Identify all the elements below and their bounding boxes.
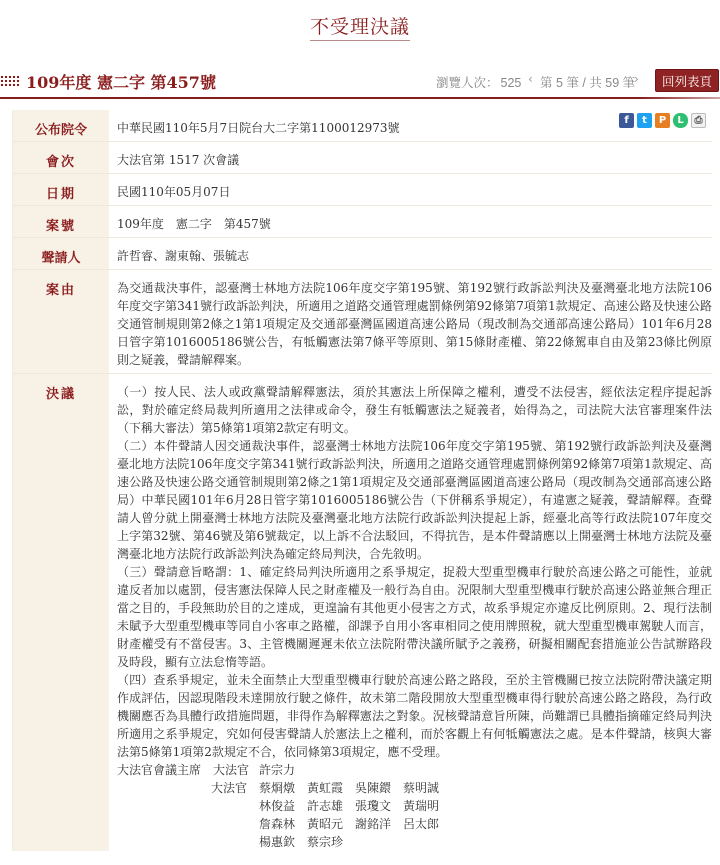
cause-cell bbox=[109, 270, 712, 373]
justice-name: 張瓊文 bbox=[355, 799, 392, 813]
facebook-icon[interactable]: f bbox=[619, 113, 634, 128]
publication-label: 公布院令 bbox=[13, 110, 109, 141]
signatories bbox=[117, 761, 712, 851]
justice-name: 蔡烱燉 bbox=[259, 781, 296, 795]
case-detail-table bbox=[12, 110, 712, 851]
justice-name: 黃虹霞 bbox=[307, 781, 344, 795]
row-petitioner bbox=[13, 238, 712, 270]
twitter-icon[interactable]: t bbox=[637, 113, 652, 128]
row-ruling bbox=[13, 374, 712, 851]
date-value: 民國110年05月07日 bbox=[117, 185, 231, 199]
justice-name: 黃昭元 bbox=[307, 817, 344, 831]
justice-name: 謝銘洋 bbox=[355, 817, 392, 831]
view-count bbox=[434, 73, 521, 91]
justice-name: 呂太郎 bbox=[403, 817, 440, 831]
row-cause bbox=[13, 270, 712, 374]
presiding-line bbox=[117, 761, 712, 779]
justices-line-2 bbox=[117, 797, 712, 815]
ruling-paragraph-2: （二）本件聲請人因交通裁決事件，認臺灣士林地方法院106年度交字第195號、第192號行政訴訟判決及臺灣臺北地方法院106年度交字第341號行政訴訟判決，所適用之道路交通管理處罰條例第92條第7項第1款規定、高速公路及快速公路交通管制規則第2條之1第1項規定及交通部臺灣區國道高速公路局（現改制為交通部高速公路局）中華民國101年6月28日管字第1016005186號公告（下併稱系爭規定），有違憲之疑義，聲請解釋。查聲請人曾分就上開臺灣士林地方法院及臺灣臺北地方法院行政訴訟判決提起上訴，經臺北高等行政法院107年度交上字第32號、第46號及第6號裁定，以上訴不合法駁回，不得抗告，是本件聲請應以上開臺灣士林地方法院及臺灣臺北地方法院行政訴訟判決為確定終局判決，合先敘明。 bbox=[117, 439, 712, 561]
header-divider bbox=[0, 97, 720, 99]
meeting-value: 大法官第 1517 次會議 bbox=[117, 153, 240, 167]
ruling-cell bbox=[109, 374, 712, 851]
justice-name: 黃瑞明 bbox=[403, 799, 440, 813]
date-label: 日期 bbox=[13, 174, 109, 205]
justice-name: 蔡宗珍 bbox=[307, 835, 344, 849]
case-label: 案號 bbox=[13, 206, 109, 237]
print-icon[interactable]: ⎙ bbox=[691, 113, 706, 128]
back-to-list-button[interactable]: 回列表頁 bbox=[655, 69, 719, 92]
ruling-paragraph-3: （三）聲請意旨略謂：1、確定終局判決所適用之系爭規定，捉殺大型重型機車行駛於高速公路之可能性，並就違反者加以處罰，侵害憲法保障人民之財產權及一般行為自由。況限制大型重型機車行駛於高速公路並無合理正當之目的，手段無助於目的之達成，更遑論有其他更小侵害之方式，故系爭規定亦違反比例原則。2、現行法制未賦予大型重型機車等同自小客車之路權，卻課予自用小客車相同之使用牌照稅，就大型重型機車駕駛人而言，財產權受有不當侵害。3、主管機關遲遲未依立法院附帶決議所賦予之義務，研擬相關配套措施並公告試辦路段及時段，顯有立法怠惰等語。 bbox=[117, 565, 712, 669]
case-value: 109年度 憲二字 第457號 bbox=[117, 217, 271, 231]
publication-value: 中華民國110年5月7日院台大二字第1100012973號 bbox=[117, 121, 400, 135]
petitioner-label: 聲請人 bbox=[13, 238, 109, 269]
presiding-name: 許宗力 bbox=[259, 763, 296, 777]
case-header-bar bbox=[0, 66, 720, 98]
ruling-paragraph-4: （四）查系爭規定，並未全面禁止大型重型機車行駛於高速公路之路段，至於主管機關已按立法院附帶決議定期作成評估，因認現階段未達開放行駛之條件，故未第二階段開放大型重型機車得行駛於高速公路之路段，為行政機關應否為具體行政措施問題，非得作為解釋憲法之對象。況核聲請意旨所陳，尚難謂已具體指摘確定終局判決所適用之系爭規定，究如何侵害聲請人於憲法上之權利，而於客觀上有何牴觸憲法之處。是本件聲請，核與大審法第5條第1項第2款規定不合，依同條第3項規定，應不受理。 bbox=[117, 673, 712, 759]
case-number-heading: 109年度 憲二字 第457號 bbox=[26, 73, 216, 92]
justice-name: 許志雄 bbox=[307, 799, 344, 813]
view-count-value: 525 bbox=[500, 76, 522, 90]
row-meeting bbox=[13, 142, 712, 174]
row-case bbox=[13, 206, 712, 238]
title-underline bbox=[310, 40, 410, 41]
justice-name: 詹森林 bbox=[259, 817, 296, 831]
view-count-label: 瀏覽人次： bbox=[436, 76, 499, 90]
justice-name: 蔡明誠 bbox=[403, 781, 440, 795]
justices-line-4 bbox=[117, 833, 712, 851]
presiding-label: 大法官會議主席 bbox=[117, 763, 202, 777]
justice-name: 吳陳鐶 bbox=[355, 781, 392, 795]
justices-indent bbox=[117, 779, 211, 797]
petitioner-value: 許哲睿、謝東翰、張毓志 bbox=[117, 249, 250, 263]
previous-record-button[interactable]: ‹ bbox=[528, 72, 533, 86]
justices-line-1 bbox=[117, 779, 712, 797]
ruling-label: 決議 bbox=[13, 374, 109, 851]
justice-name: 楊惠欽 bbox=[259, 835, 296, 849]
plurk-icon[interactable]: P bbox=[655, 113, 670, 128]
cause-value: 為交通裁決事件，認臺灣士林地方法院106年度交字第195號、第192號行政訴訟判決及臺灣臺北地方法院106年度交字第341號行政訴訟判決，所適用之道路交通管理處罰條例第92條第7項第1款規定、高速公路及快速公路交通管制規則第2條之1第1項規定及交通部臺灣區國道高速公路局（現改制為交通部高速公路局）101年6月28日管字第1016005186號公告，有牴觸憲法第7條平等原則、第15條財產權、第22條駕車自由及第23條比例原則之疑義，聲請解釋案。 bbox=[117, 281, 712, 367]
pager-position: 第 5 筆 / 共 59 筆 bbox=[540, 76, 636, 90]
row-publication bbox=[13, 110, 712, 142]
line-icon[interactable]: L bbox=[673, 113, 688, 128]
justices-line-3 bbox=[117, 815, 712, 833]
dots-decoration-icon bbox=[0, 75, 20, 87]
cause-label: 案由 bbox=[13, 270, 109, 373]
justices-label: 大法官 bbox=[211, 781, 248, 795]
share-icons bbox=[619, 113, 706, 128]
justices-indent bbox=[117, 797, 259, 815]
justices-indent bbox=[117, 815, 259, 833]
meeting-label: 會次 bbox=[13, 142, 109, 173]
ruling-paragraph-1: （一）按人民、法人或政黨聲請解釋憲法，須於其憲法上所保障之權利，遭受不法侵害，經依法定程序提起訴訟，對於確定終局裁判所適用之法律或命令，發生有牴觸憲法之疑義者，始得為之，司法院大法官審理案件法（下稱大審法）第5條第1項第2款定有明文。 bbox=[117, 385, 712, 435]
page-title: 不受理決議 bbox=[309, 16, 410, 38]
presiding-role: 大法官 bbox=[213, 763, 250, 777]
next-record-button[interactable]: › bbox=[634, 72, 639, 86]
row-date bbox=[13, 174, 712, 206]
justice-name: 林俊益 bbox=[259, 799, 296, 813]
justices-indent bbox=[117, 833, 259, 851]
